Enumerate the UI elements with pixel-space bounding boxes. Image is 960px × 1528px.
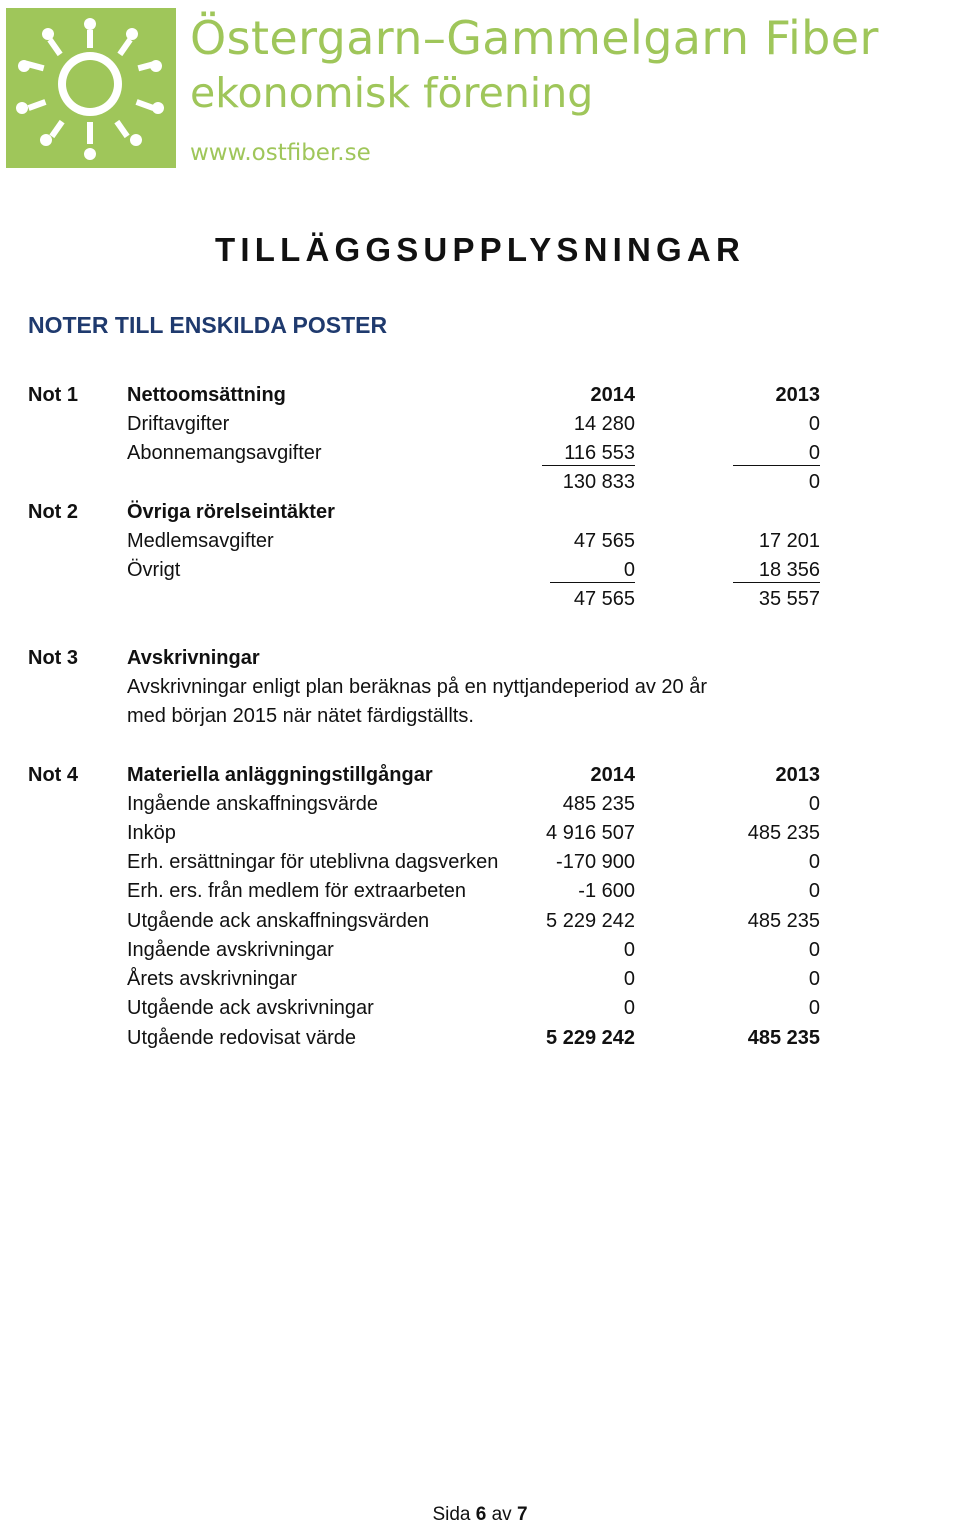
organization-name: Östergarn–Gammelgarn Fiber xyxy=(190,11,879,65)
row-label: Årets avskrivningar xyxy=(127,968,298,990)
value-2013: 0 xyxy=(808,793,820,815)
column-header-2013: 2013 xyxy=(775,384,820,406)
total-2013: 35 557 xyxy=(758,588,820,610)
final-value-2014: 5 229 242 xyxy=(546,1027,635,1049)
row-label: Abonnemangsavgifter xyxy=(127,442,322,464)
value-2013: 0 xyxy=(808,968,820,990)
row-label: Medlemsavgifter xyxy=(127,530,274,552)
row-label: Erh. ersättningar för uteblivna dagsverken xyxy=(127,851,499,873)
page-footer xyxy=(0,1502,960,1528)
subtotal-rule xyxy=(550,582,635,583)
note-label: Not 2 xyxy=(28,501,78,523)
value-2014: 5 229 242 xyxy=(546,910,635,932)
value-2013: 0 xyxy=(808,413,820,435)
value-2014: 0 xyxy=(623,997,635,1019)
row-label: Utgående ack anskaffningsvärden xyxy=(127,910,430,932)
footer-prefix: Sida xyxy=(432,1504,471,1525)
value-2013: 0 xyxy=(808,997,820,1019)
final-row-label: Utgående redovisat värde xyxy=(127,1027,357,1049)
organization-subtitle: ekonomisk förening xyxy=(190,69,594,117)
column-header-2013: 2013 xyxy=(775,764,820,786)
value-2014: 0 xyxy=(623,559,635,581)
row-label: Ingående anskaffningsvärde xyxy=(127,793,378,815)
note-label: Not 4 xyxy=(28,764,78,786)
note-label: Not 3 xyxy=(28,647,78,669)
subtotal-rule xyxy=(542,465,635,466)
value-2013: 18 356 xyxy=(758,559,820,581)
column-header-2014: 2014 xyxy=(590,384,635,406)
value-2014: 485 235 xyxy=(562,793,635,815)
note-heading: Nettoomsättning xyxy=(127,384,286,406)
row-label: Utgående ack avskrivningar xyxy=(127,997,374,1019)
total-2014: 130 833 xyxy=(562,471,635,493)
value-2013: 485 235 xyxy=(747,822,820,844)
row-label: Ingående avskrivningar xyxy=(127,939,334,961)
row-label: Erh. ers. från medlem för extraarbeten xyxy=(127,880,467,902)
value-2014: 0 xyxy=(623,968,635,990)
value-2013: 0 xyxy=(808,939,820,961)
footer-separator: av xyxy=(491,1504,512,1525)
value-2014: 116 553 xyxy=(564,442,635,464)
note-heading: Materiella anläggningstillgångar xyxy=(127,764,433,786)
value-2013: 0 xyxy=(808,880,820,902)
value-2014: 4 916 507 xyxy=(546,822,635,844)
website-link[interactable]: www.ostfiber.se xyxy=(190,140,371,166)
subtotal-rule xyxy=(733,582,820,583)
note-label: Not 1 xyxy=(28,384,78,406)
section-title: NOTER TILL ENSKILDA POSTER xyxy=(28,312,388,338)
page-title: TILLÄGGSUPPLYSNINGAR xyxy=(215,231,745,268)
value-2013: 0 xyxy=(808,851,820,873)
value-2014: 47 565 xyxy=(573,530,635,552)
subtotal-rule xyxy=(733,465,820,466)
row-label: Inköp xyxy=(127,822,176,844)
total-2013: 0 xyxy=(808,471,820,493)
value-2013: 0 xyxy=(808,442,820,464)
note-heading: Avskrivningar xyxy=(127,647,260,669)
note-text-line: med början 2015 när nätet färdigställts. xyxy=(127,705,474,727)
note-heading: Övriga rörelseintäkter xyxy=(127,501,335,523)
note-text-line: Avskrivningar enligt plan beräknas på en nyttjandeperiod av 20 år xyxy=(127,676,707,698)
total-pages: 7 xyxy=(516,1504,528,1525)
current-page-number: 6 xyxy=(475,1504,487,1525)
sun-logo-icon xyxy=(6,8,176,168)
column-header-2014: 2014 xyxy=(590,764,635,786)
final-value-2013: 485 235 xyxy=(747,1027,820,1049)
value-2014: -1 600 xyxy=(578,880,635,902)
value-2014: 14 280 xyxy=(573,413,635,435)
value-2013: 485 235 xyxy=(747,910,820,932)
value-2014: -170 900 xyxy=(556,851,635,873)
total-2014: 47 565 xyxy=(573,588,635,610)
value-2014: 0 xyxy=(623,939,635,961)
row-label: Driftavgifter xyxy=(127,413,230,435)
value-2013: 17 201 xyxy=(758,530,820,552)
row-label: Övrigt xyxy=(127,559,181,581)
